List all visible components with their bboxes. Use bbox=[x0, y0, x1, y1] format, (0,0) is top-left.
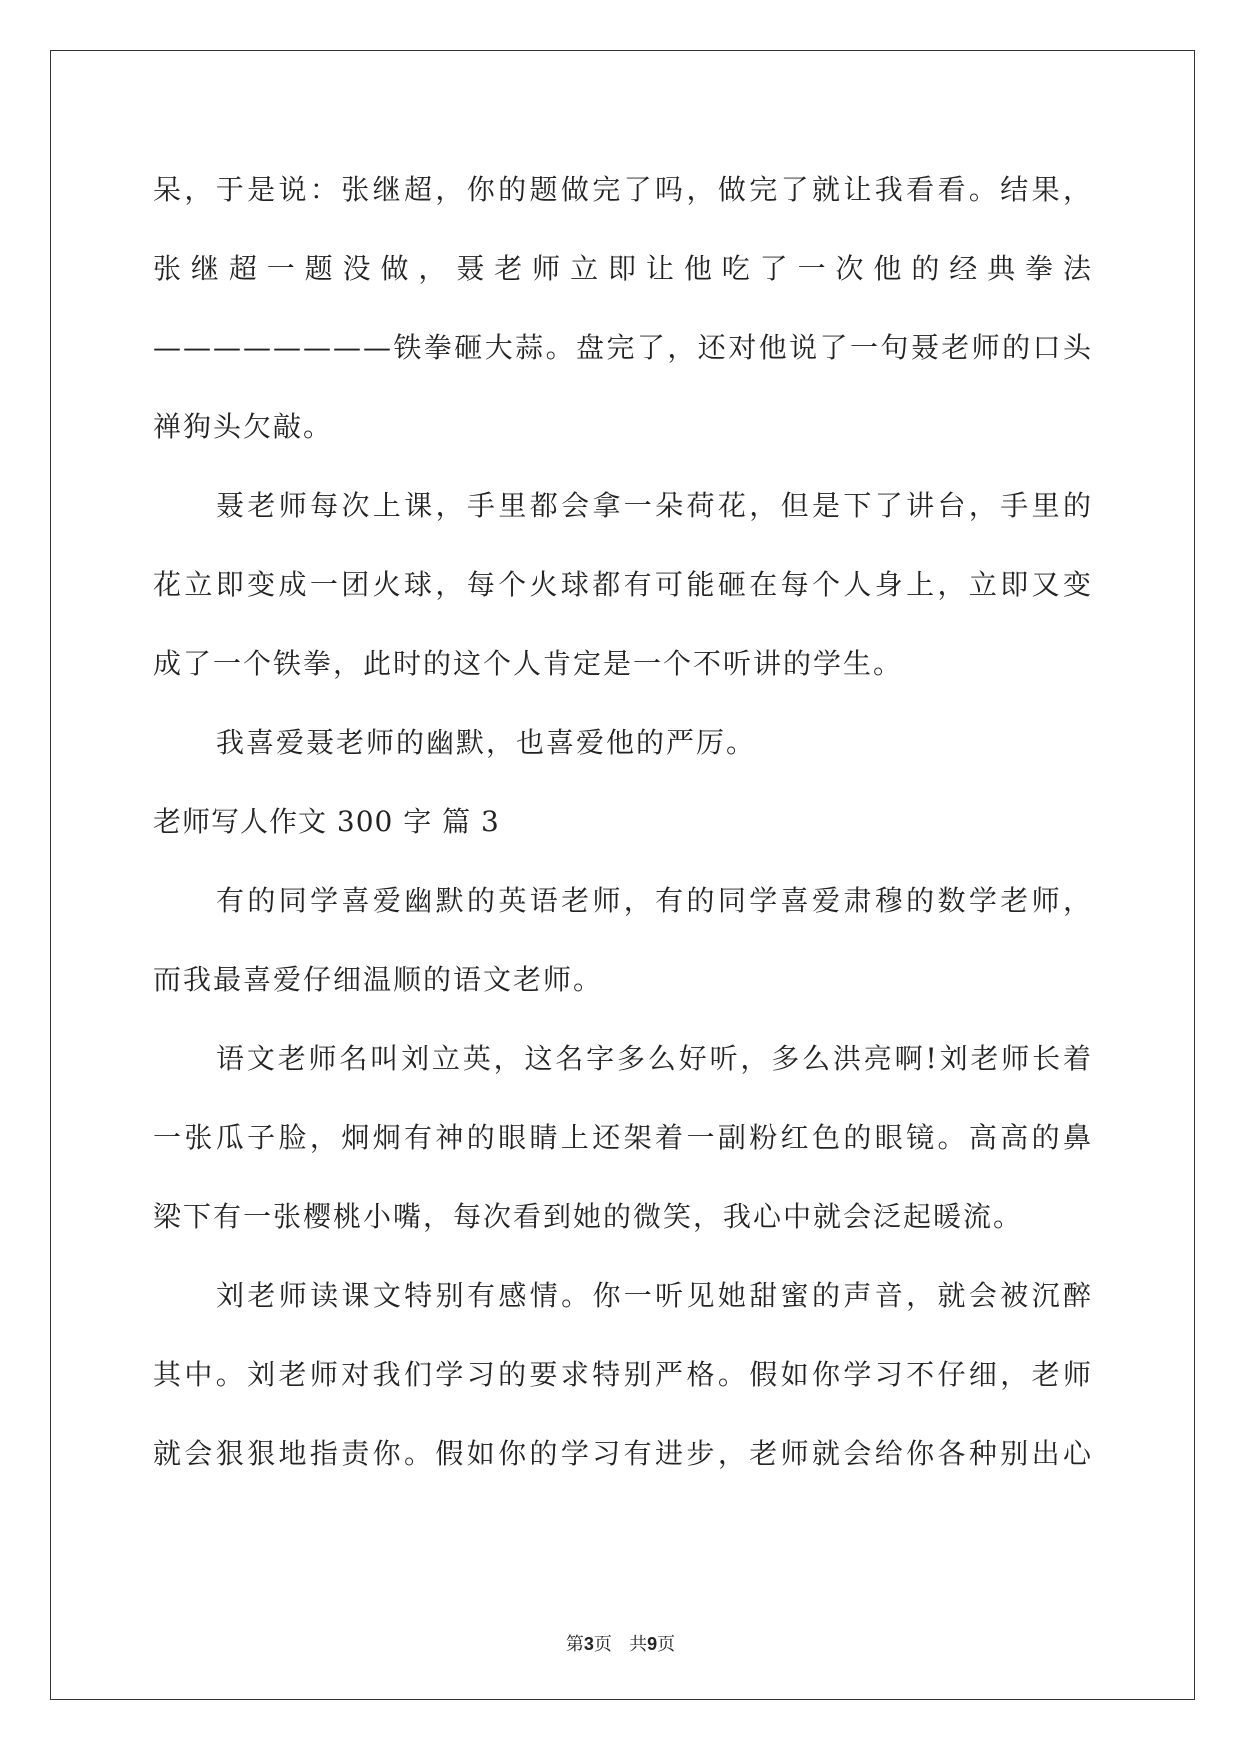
paragraph-start-line: 刘老师读课文特别有感情。你一听见她甜蜜的声音，就会被沉醉 bbox=[216, 1279, 1093, 1312]
total-pages-number: 9 bbox=[647, 1634, 658, 1654]
text-line: 梁下有一张樱桃小嘴，每次看到她的微笑，我心中就会泛起暖流。 bbox=[153, 1200, 1024, 1233]
text-line: 成了一个铁拳，此时的这个人肯定是一个不听讲的学生。 bbox=[153, 647, 904, 680]
page-footer bbox=[0, 1630, 1241, 1656]
paragraph-start-line: 我喜爱聂老师的幽默，也喜爱他的严厉。 bbox=[216, 726, 757, 759]
text-line: 禅狗头欠敲。 bbox=[153, 410, 334, 443]
text-line: 一张瓜子脸，炯炯有神的眼睛上还架着一副粉红色的眼镜。高高的鼻 bbox=[153, 1121, 1093, 1154]
text-line: 就会狠狠地指责你。假如你的学习有进步，老师就会给你各种别出心 bbox=[153, 1437, 1093, 1470]
document-body bbox=[153, 150, 1093, 1493]
page-mid: 页 共 bbox=[593, 1634, 648, 1655]
paragraph-start-line: 语文老师名叫刘立英，这名字多么好听，多么洪亮啊!刘老师长着 bbox=[216, 1042, 1093, 1075]
current-page-number: 3 bbox=[583, 1634, 594, 1654]
text-line: ————————铁拳砸大蒜。盘完了，还对他说了一句聂老师的口头 bbox=[153, 331, 1093, 364]
text-line: 而我最喜爱仔细温顺的语文老师。 bbox=[153, 963, 604, 996]
text-line: 呆，于是说：张继超，你的题做完了吗，做完了就让我看看。结果， bbox=[153, 173, 1093, 206]
page-prefix: 第 bbox=[565, 1634, 584, 1655]
page-suffix: 页 bbox=[657, 1634, 676, 1655]
paragraph-start-line: 聂老师每次上课，手里都会拿一朵荷花，但是下了讲台，手里的 bbox=[216, 489, 1093, 522]
text-line: 其中。刘老师对我们学习的要求特别严格。假如你学习不仔细，老师 bbox=[153, 1358, 1093, 1391]
section-heading: 老师写人作文 300 字 篇 3 bbox=[153, 805, 500, 838]
paragraph-start-line: 有的同学喜爱幽默的英语老师，有的同学喜爱肃穆的数学老师， bbox=[216, 884, 1093, 917]
text-line: 花立即变成一团火球，每个火球都有可能砸在每个人身上，立即又变 bbox=[153, 568, 1093, 601]
text-line: 张继超一题没做，聂老师立即让他吃了一次他的经典拳法 bbox=[153, 252, 1093, 285]
